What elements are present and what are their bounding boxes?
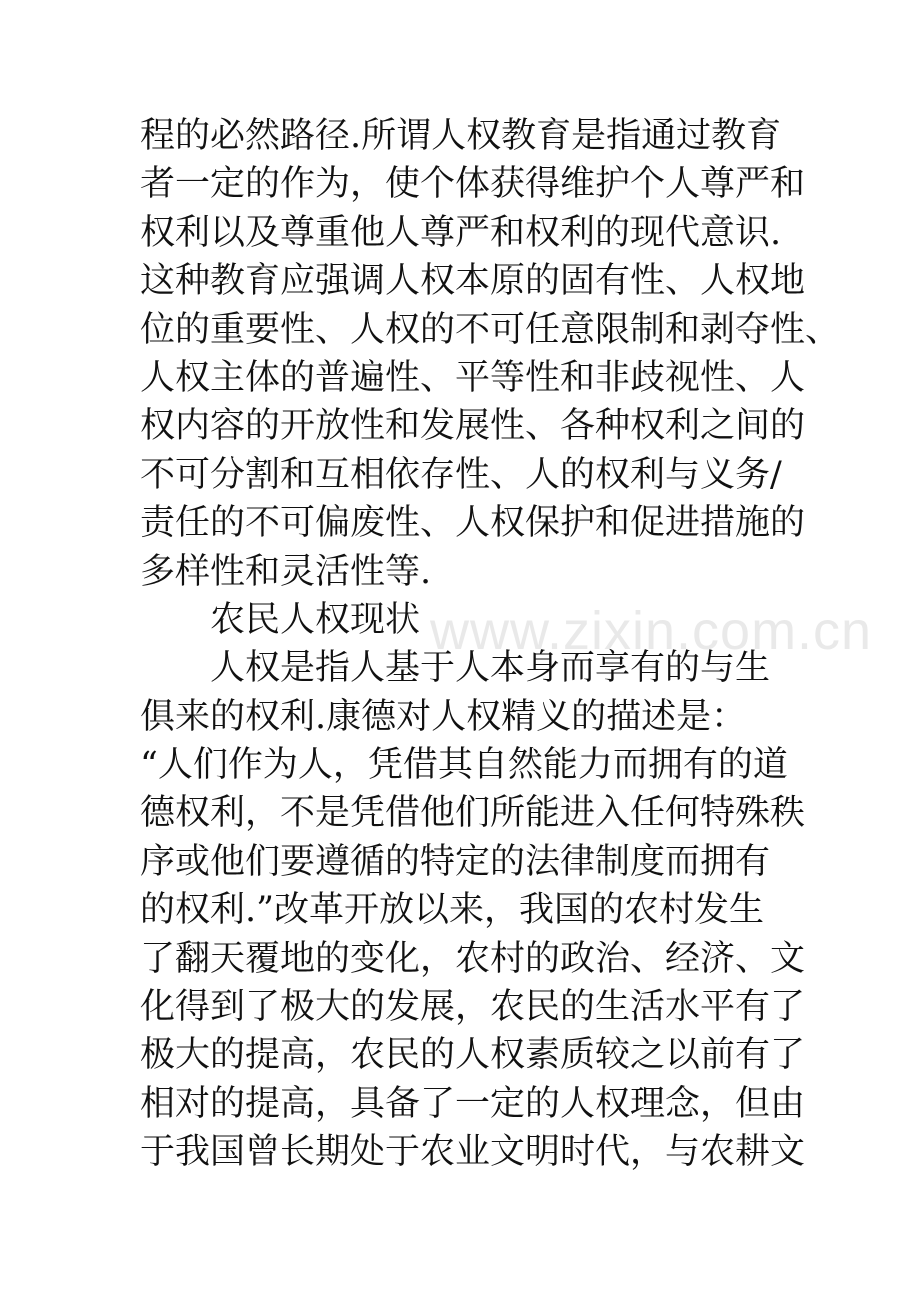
text-line: 人权是指人基于人本身而享有的与生	[210, 648, 771, 689]
text-line: 程的必然路径.所谓人权教育是指通过教育	[140, 116, 782, 156]
text-line: 权利以及尊重他人尊严和权利的现代意识.	[140, 212, 782, 253]
watermark: www.zixin.com.cn	[430, 601, 873, 661]
text-line: 权内容的开放性和发展性、各种权利之间的	[140, 406, 806, 447]
text-line: 极大的提高，农民的人权素质较之以前有了	[140, 1035, 806, 1076]
text-line: 序或他们要遵循的特定的法律制度而拥有	[140, 841, 771, 882]
text-line: 了翻天覆地的变化，农村的政治、经济、文	[140, 938, 806, 979]
text-line: “人们作为人，凭借其自然能力而拥有的道	[140, 745, 788, 786]
text-line: 于我国曾长期处于农业文明时代，与农耕文	[140, 1132, 806, 1173]
document-body	[140, 112, 841, 1177]
section-heading: 农民人权现状	[210, 599, 421, 640]
text-line: 位的重要性、人权的不可任意限制和剥夺性、	[140, 309, 841, 350]
text-line: 相对的提高，具备了一定的人权理念，但由	[140, 1083, 806, 1124]
text-line: 责任的不可偏废性、人权保护和促进措施的	[140, 503, 806, 544]
text-line: 的权利.”改革开放以来，我国的农村发生	[140, 890, 765, 931]
text-line: 人权主体的普遍性、平等性和非歧视性、人	[140, 357, 806, 398]
text-line: 不可分割和互相依存性、人的权利与义务/	[140, 454, 782, 495]
text-line: 德权利，不是凭借他们所能进入任何特殊秩	[140, 793, 806, 834]
text-line: 者一定的作为，使个体获得维护个人尊严和	[140, 164, 806, 205]
text-line: 这种教育应强调人权本原的固有性、人权地	[140, 261, 806, 302]
text-line: 俱来的权利.康德对人权精义的描述是：	[140, 696, 747, 737]
text-line: 化得到了极大的发展，农民的生活水平有了	[140, 987, 806, 1028]
text-line: 多样性和灵活性等.	[140, 551, 432, 592]
